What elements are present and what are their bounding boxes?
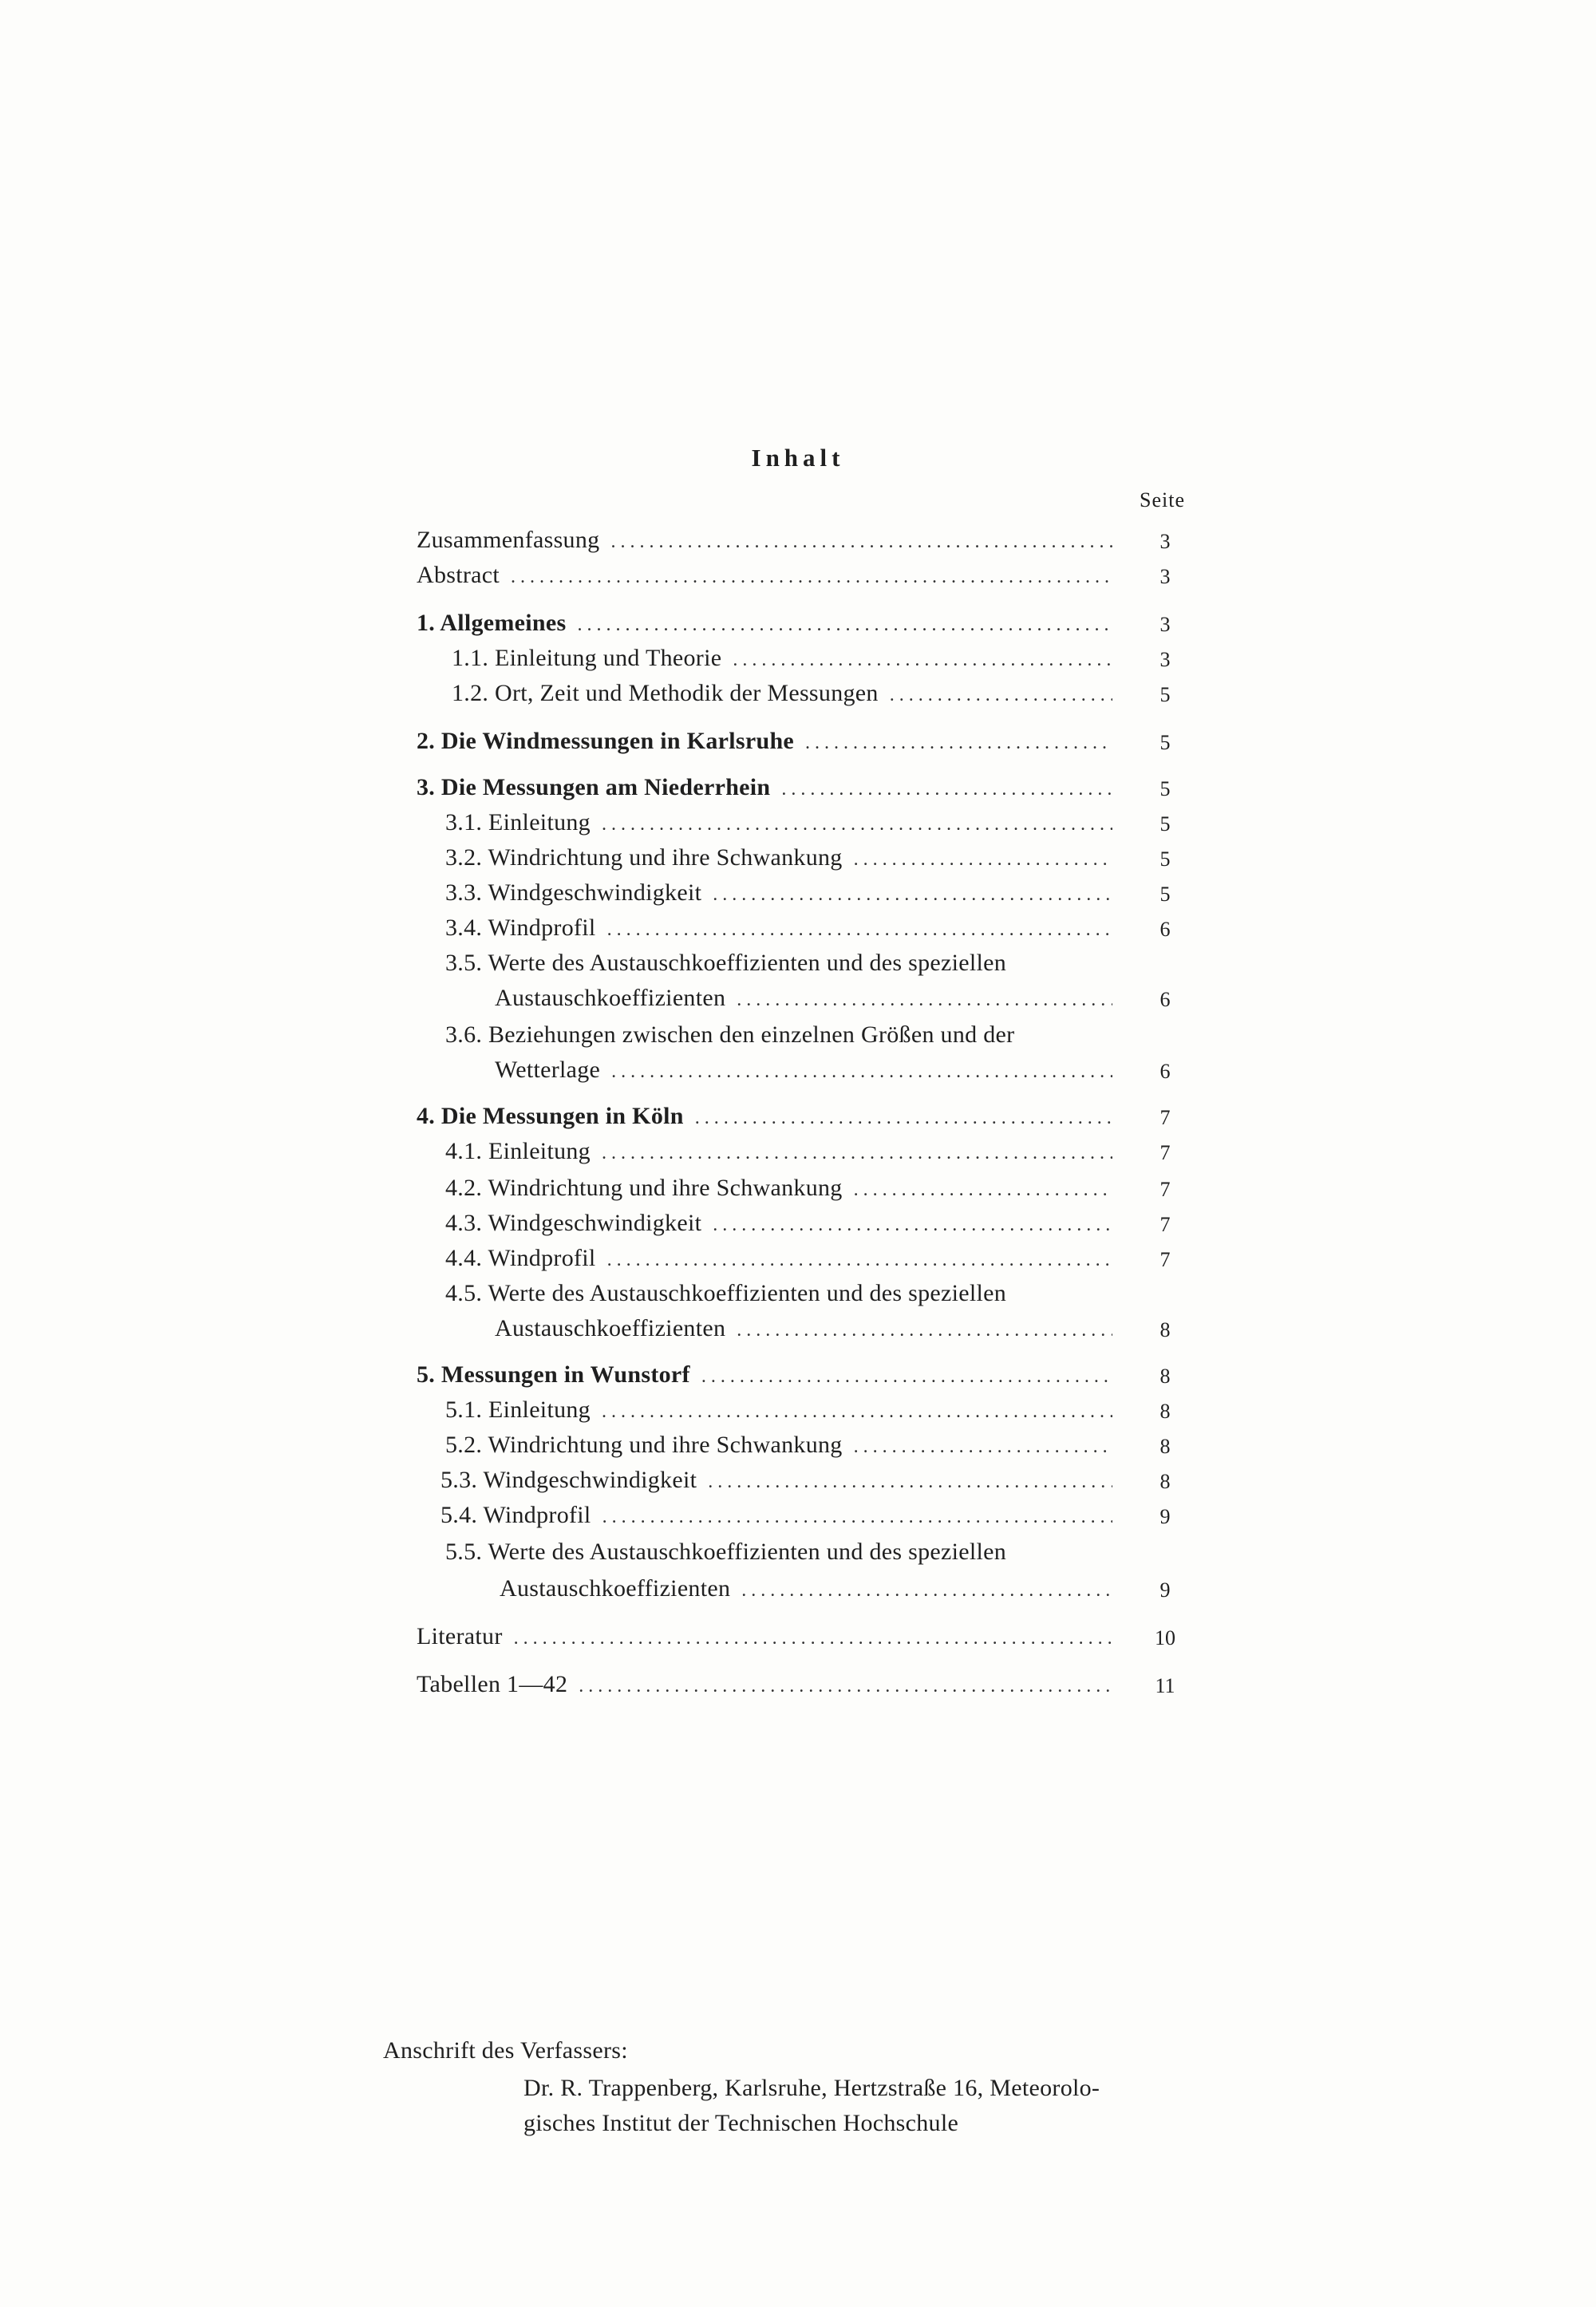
toc-entry-label: 4.3. Windgeschwindigkeit: [445, 1210, 702, 1236]
toc-page-number: 5: [1159, 883, 1171, 906]
toc-entry-continuation[interactable]: [495, 985, 1119, 1013]
toc-entry[interactable]: [452, 645, 1119, 674]
toc-page-number: 3: [1159, 565, 1171, 588]
toc-entry-label: 3.3. Windgeschwindigkeit: [445, 879, 702, 906]
toc-page-number: 10: [1155, 1626, 1175, 1649]
toc-entry[interactable]: [445, 1396, 1119, 1425]
toc-page-number: 8: [1159, 1435, 1171, 1458]
toc-entry-label: 5.5. Werte des Austauschkoeffizienten und des speziellen: [445, 1539, 1007, 1565]
toc-entry-label: Wetterlage: [495, 1057, 601, 1083]
toc-entry[interactable]: [417, 1623, 1119, 1652]
leader-dots: [511, 563, 1112, 591]
toc-entry[interactable]: [417, 562, 1119, 591]
leader-dots: [737, 1317, 1112, 1344]
toc-entry-label: Zusammenfassung: [417, 527, 600, 553]
toc-entry-label: 3. Die Messungen am Niederrhein: [417, 774, 771, 800]
page-column-header: Seite: [1140, 488, 1185, 512]
toc-page-number: 5: [1159, 683, 1171, 706]
toc-entry[interactable]: [440, 1467, 1119, 1495]
toc-entry[interactable]: [440, 1502, 1119, 1531]
toc-page-number: 8: [1159, 1400, 1171, 1423]
toc-entry-label: 4. Die Messungen in Köln: [417, 1103, 684, 1129]
toc-entry[interactable]: [445, 809, 1119, 838]
toc-entry-continuation[interactable]: [495, 1315, 1119, 1344]
toc-section-entry[interactable]: [417, 610, 1119, 638]
leader-dots: [602, 1398, 1112, 1425]
leader-dots: [579, 1673, 1112, 1700]
toc-entry[interactable]: [445, 915, 1119, 943]
toc-entry[interactable]: [452, 680, 1119, 709]
toc-page-number: 7: [1159, 1248, 1171, 1271]
toc-entry-label: 5.3. Windgeschwindigkeit: [440, 1467, 697, 1493]
toc-entry[interactable]: [445, 1539, 1119, 1566]
toc-entry[interactable]: [417, 527, 1119, 555]
toc-page-number: 7: [1159, 1141, 1171, 1164]
toc-entry-label: Tabellen 1—42: [417, 1671, 568, 1697]
toc-entry-label: 4.2. Windrichtung und ihre Schwankung: [445, 1175, 843, 1201]
toc-page-number: 5: [1159, 731, 1171, 754]
toc-entry-label: 1.2. Ort, Zeit und Methodik der Messungen: [452, 680, 879, 706]
leader-dots: [514, 1625, 1112, 1652]
toc-entry-label: 3.6. Beziehungen zwischen den einzelnen Größen und der: [445, 1021, 1015, 1048]
leader-dots: [733, 646, 1112, 674]
toc-page-number: 6: [1159, 988, 1171, 1011]
leader-dots: [890, 681, 1112, 709]
leader-dots: [695, 1104, 1112, 1132]
toc-entry-label: 5.1. Einleitung: [445, 1396, 591, 1423]
author-address-line: Dr. R. Trappenberg, Karlsruhe, Hertzstraße 16, Meteorolo-: [523, 2075, 1100, 2101]
author-address-heading: Anschrift des Verfassers:: [383, 2037, 628, 2064]
toc-title: Inhalt: [751, 444, 845, 472]
toc-entry[interactable]: [417, 1671, 1119, 1700]
toc-entry-continuation[interactable]: [500, 1575, 1119, 1604]
toc-entry-label: 2. Die Windmessungen in Karlsruhe: [417, 728, 795, 754]
toc-entry[interactable]: [445, 879, 1119, 908]
toc-entry-label: 4.4. Windprofil: [445, 1245, 596, 1271]
toc-entry-label: 3.1. Einleitung: [445, 809, 591, 835]
toc-page-number: 8: [1159, 1365, 1171, 1388]
toc-page-number: 7: [1159, 1213, 1171, 1236]
toc-entry[interactable]: [445, 844, 1119, 873]
toc-entry[interactable]: [445, 1280, 1119, 1307]
leader-dots: [713, 1211, 1112, 1238]
toc-entry-label: 5.2. Windrichtung und ihre Schwankung: [445, 1432, 843, 1458]
toc-page-number: 8: [1159, 1470, 1171, 1493]
toc-entry[interactable]: [445, 1175, 1119, 1203]
toc-entry-label: Abstract: [417, 562, 500, 588]
toc-entry-continuation[interactable]: [495, 1057, 1119, 1085]
toc-entry-label: Austauschkoeffizienten: [500, 1575, 731, 1602]
toc-page-number: 5: [1159, 777, 1171, 800]
toc-page-number: 6: [1159, 1060, 1171, 1083]
toc-page-number: 7: [1159, 1106, 1171, 1129]
toc-page-number: 3: [1159, 648, 1171, 671]
leader-dots: [854, 846, 1112, 873]
author-address-line: gisches Institut der Technischen Hochschule: [523, 2110, 959, 2136]
leader-dots: [607, 916, 1112, 943]
toc-entry-label: 1. Allgemeines: [417, 610, 567, 636]
toc-section-entry[interactable]: [417, 1103, 1119, 1132]
toc-entry[interactable]: [445, 950, 1119, 977]
toc-page-number: 5: [1159, 847, 1171, 871]
toc-entry-label: 5.4. Windprofil: [440, 1502, 591, 1528]
toc-page-number: 8: [1159, 1318, 1171, 1341]
leader-dots: [854, 1433, 1112, 1460]
leader-dots: [805, 729, 1112, 756]
leader-dots: [607, 1246, 1112, 1274]
leader-dots: [854, 1176, 1112, 1203]
toc-section-entry[interactable]: [417, 728, 1119, 756]
toc-page-number: 6: [1159, 918, 1171, 941]
toc-entry[interactable]: [445, 1245, 1119, 1274]
toc-entry-label: 3.2. Windrichtung und ihre Schwankung: [445, 844, 843, 871]
toc-section-entry[interactable]: [417, 774, 1119, 803]
toc-entry-label: 5. Messungen in Wunstorf: [417, 1361, 690, 1388]
toc-entry-label: Austauschkoeffizienten: [495, 1315, 726, 1341]
toc-entry-label: 1.1. Einleitung und Theorie: [452, 645, 722, 671]
leader-dots: [713, 881, 1112, 908]
toc-entry-label: Austauschkoeffizienten: [495, 985, 726, 1011]
toc-page-number: 9: [1159, 1505, 1171, 1528]
toc-entry-label: 3.5. Werte des Austauschkoeffizienten und des speziellen: [445, 950, 1007, 976]
toc-page-number: 11: [1155, 1674, 1175, 1697]
leader-dots: [578, 611, 1112, 638]
toc-entry[interactable]: [445, 1210, 1119, 1238]
toc-entry-label: 4.5. Werte des Austauschkoeffizienten und des speziellen: [445, 1280, 1007, 1306]
toc-page-number: 3: [1159, 613, 1171, 636]
toc-page-number: 7: [1159, 1178, 1171, 1201]
toc-page-number: 3: [1159, 530, 1171, 553]
toc-section-entry[interactable]: [417, 1361, 1119, 1390]
toc-entry-label: 4.1. Einleitung: [445, 1138, 591, 1164]
toc-entry[interactable]: [445, 1138, 1119, 1167]
leader-dots: [741, 1577, 1112, 1604]
toc-entry-label: Literatur: [417, 1623, 503, 1649]
leader-dots: [610, 528, 1112, 555]
leader-dots: [602, 811, 1112, 838]
leader-dots: [701, 1363, 1112, 1390]
leader-dots: [708, 1468, 1112, 1495]
toc-entry-label: 3.4. Windprofil: [445, 915, 596, 941]
leader-dots: [602, 1503, 1112, 1531]
toc-page-number: 9: [1159, 1578, 1171, 1602]
toc-entry[interactable]: [445, 1021, 1119, 1049]
leader-dots: [781, 776, 1112, 803]
leader-dots: [602, 1140, 1112, 1167]
leader-dots: [611, 1058, 1112, 1085]
toc-page-number: 5: [1159, 812, 1171, 835]
leader-dots: [737, 986, 1112, 1013]
toc-entry[interactable]: [445, 1432, 1119, 1460]
